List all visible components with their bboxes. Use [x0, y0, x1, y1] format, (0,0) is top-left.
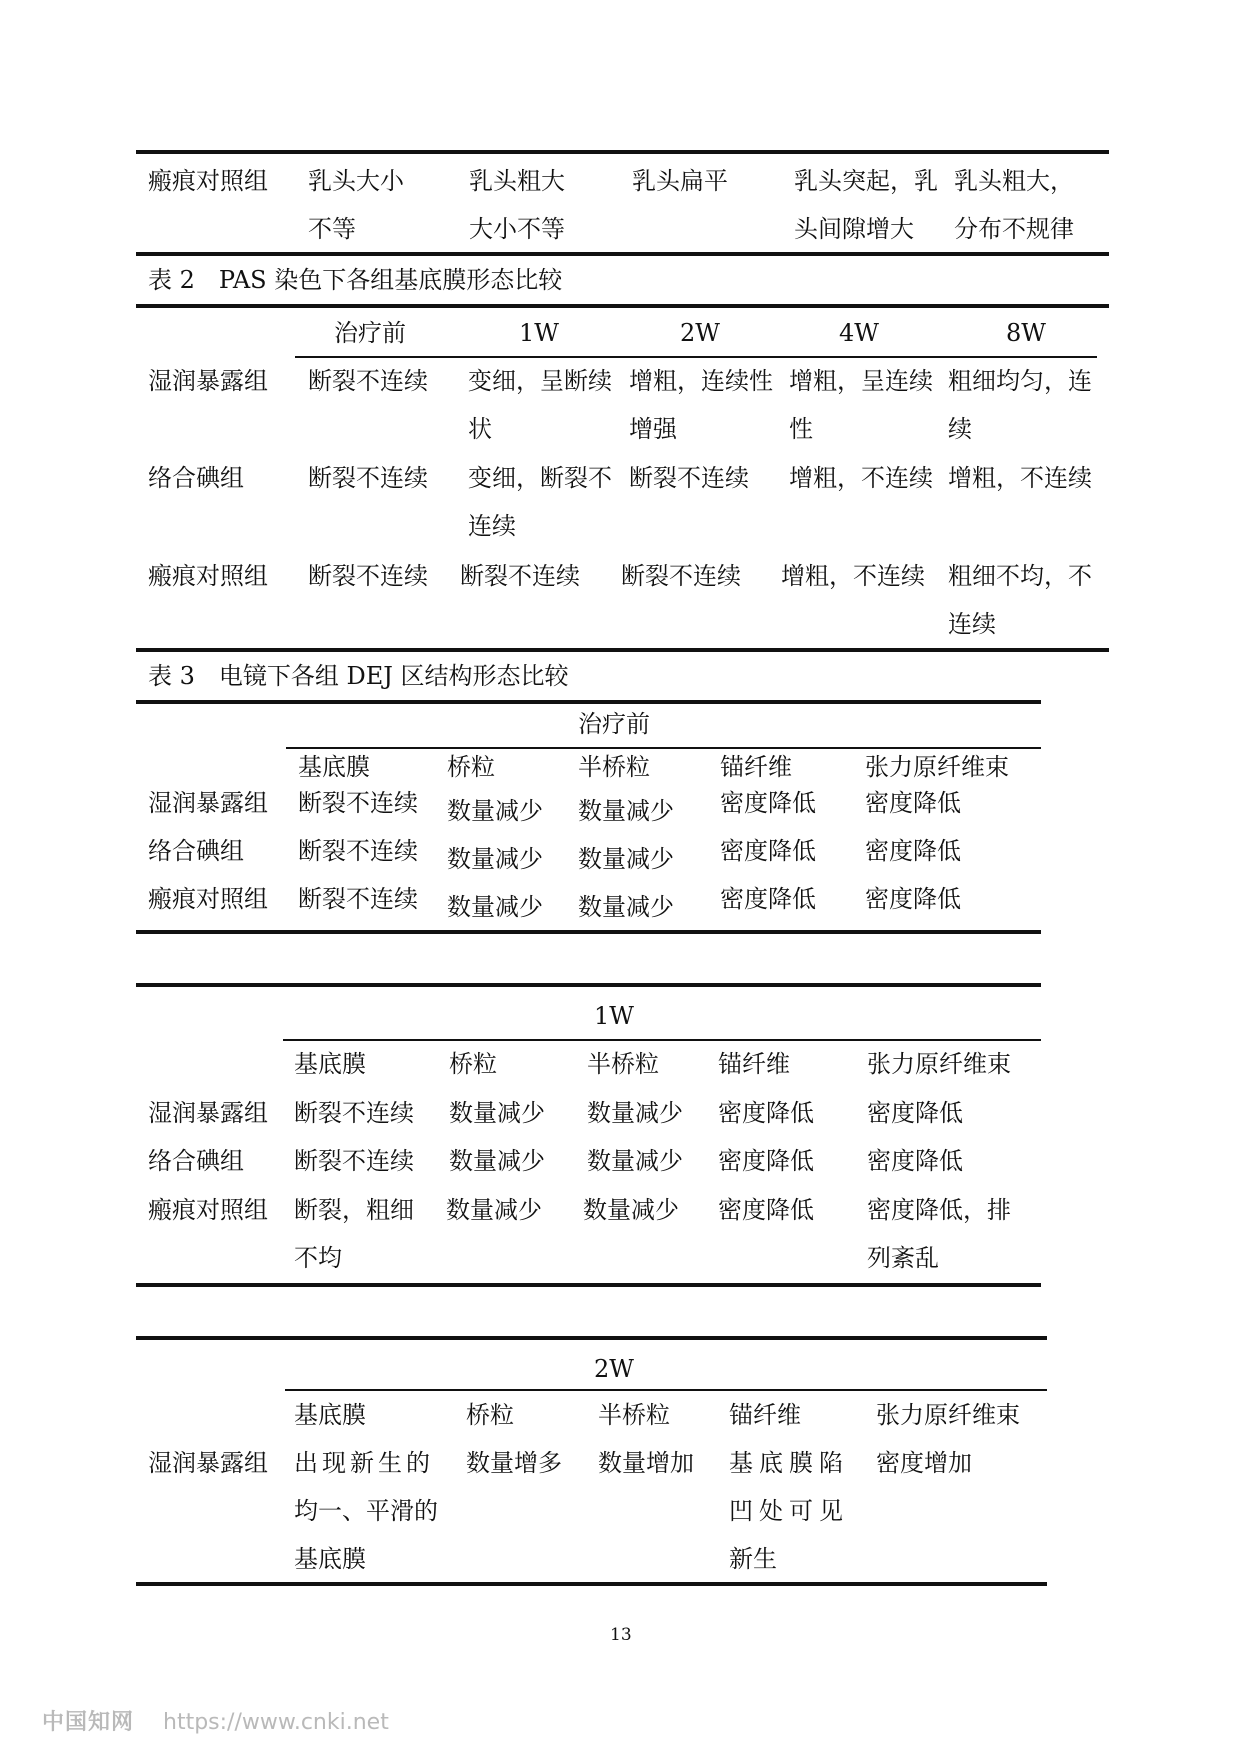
table2-cell: 增粗，连续性	[629, 367, 773, 395]
table3-cell: 断裂不连续	[298, 789, 418, 817]
page-number: 13	[610, 1625, 632, 1645]
table3-cell: 密度降低	[720, 837, 816, 865]
table3-cell: 数量减少	[587, 1147, 683, 1175]
table3-cell: 数量减少	[449, 1147, 545, 1175]
table3-row-label: 湿润暴露组	[148, 1449, 268, 1477]
table2-header-cell: 1W	[519, 319, 559, 347]
table2-cell: 增粗，不连续	[789, 464, 933, 492]
table3-block-top-rule	[136, 983, 1041, 987]
table3-row-label: 瘢痕对照组	[148, 1196, 268, 1224]
table3-cell: 数量减少	[447, 893, 543, 921]
table3-row-label: 湿润暴露组	[148, 1099, 268, 1127]
table3-cell: 不均	[294, 1244, 342, 1272]
table3-row-label: 瘢痕对照组	[148, 885, 268, 913]
table2-header-cell: 2W	[680, 319, 720, 347]
table3-header-cell: 锚纤维	[718, 1050, 790, 1078]
table1-cell: 乳头粗大，	[954, 167, 1074, 195]
table2-cell: 断裂不连续	[629, 464, 749, 492]
table3-cell: 基底膜	[294, 1545, 366, 1573]
cnki-watermark	[42, 1708, 389, 1738]
table2-cell: 状	[468, 415, 492, 443]
table3-block-header-rule	[286, 747, 1041, 749]
table2-cell: 断裂不连续	[308, 562, 428, 590]
table3-cell: 数量减少	[578, 893, 674, 921]
table2-caption: 表 2 PAS 染色下各组基底膜形态比较	[148, 266, 563, 294]
table3-header-cell: 锚纤维	[720, 753, 792, 781]
table3-cell: 密度降低，排	[867, 1196, 1011, 1224]
table2-row-label: 瘢痕对照组	[148, 562, 268, 590]
table3-cell: 密度降低	[718, 1196, 814, 1224]
table3-cell: 密度降低	[865, 789, 961, 817]
table2-cell: 续	[948, 415, 972, 443]
table2-cell: 断裂不连续	[621, 562, 741, 590]
table3-cell: 密度降低	[867, 1147, 963, 1175]
table1-cell: 乳头扁平	[632, 167, 728, 195]
table3-cell: 密度降低	[867, 1099, 963, 1127]
table3-block-top-rule	[136, 700, 1041, 704]
table3-block-top-rule	[136, 1336, 1047, 1340]
table3-cell: 数量减少	[446, 1196, 542, 1224]
table2-cell: 断裂不连续	[460, 562, 580, 590]
table3-cell: 断裂不连续	[298, 837, 418, 865]
table3-cell: 基底膜陷	[729, 1449, 849, 1477]
table1-cell: 乳头突起，乳	[794, 167, 938, 195]
table1-row-label: 瘢痕对照组	[148, 167, 268, 195]
table3-block-bottom-rule	[136, 1283, 1041, 1287]
table3-header-cell: 基底膜	[294, 1401, 366, 1429]
table2-cell: 性	[789, 415, 813, 443]
table3-block-header-rule	[285, 1389, 1047, 1391]
table3-header-cell: 半桥粒	[587, 1050, 659, 1078]
table3-cell: 断裂不连续	[294, 1147, 414, 1175]
table3-block-header-rule	[283, 1039, 1041, 1041]
table1-cell: 大小不等	[469, 215, 565, 243]
table1-top-rule	[136, 150, 1109, 154]
table3-header-cell: 半桥粒	[598, 1401, 670, 1429]
table3-cell: 密度降低	[720, 885, 816, 913]
table2-header-cell: 8W	[1006, 319, 1046, 347]
table3-header-cell: 基底膜	[294, 1050, 366, 1078]
table3-cell: 数量减少	[447, 845, 543, 873]
table2-cell: 连续	[468, 512, 516, 540]
table2-cell: 变细，断裂不	[468, 464, 612, 492]
table3-cell: 新生	[729, 1545, 777, 1573]
table3-block-title: 2W	[594, 1355, 634, 1383]
table3-cell: 密度降低	[718, 1099, 814, 1127]
table2-header-cell: 治疗前	[334, 319, 406, 347]
table3-row-label: 络合碘组	[148, 1147, 244, 1175]
table2-cell: 断裂不连续	[308, 464, 428, 492]
table3-cell: 断裂不连续	[294, 1099, 414, 1127]
table2-cell: 连续	[948, 610, 996, 638]
table3-cell: 数量减少	[447, 797, 543, 825]
table3-caption: 表 3 电镜下各组 DEJ 区结构形态比较	[148, 662, 569, 690]
cnki-url[interactable]: https://www.cnki.net	[163, 1710, 389, 1735]
table3-header-cell: 基底膜	[298, 753, 370, 781]
table2-cell: 增强	[629, 415, 677, 443]
table2-header-rule	[295, 356, 1097, 358]
table3-block-bottom-rule	[136, 1582, 1047, 1586]
table3-header-cell: 张力原纤维束	[865, 753, 1009, 781]
table2-row-label: 湿润暴露组	[148, 367, 268, 395]
table2-cell: 增粗，不连续	[948, 464, 1092, 492]
table1-bottom-rule	[136, 252, 1109, 256]
table3-cell: 数量减少	[587, 1099, 683, 1127]
table2-cell: 增粗，不连续	[781, 562, 925, 590]
table2-cell: 断裂不连续	[308, 367, 428, 395]
table3-header-cell: 桥粒	[466, 1401, 514, 1429]
table3-header-cell: 锚纤维	[729, 1401, 801, 1429]
table3-block-bottom-rule	[136, 930, 1041, 934]
table2-header-cell: 4W	[839, 319, 879, 347]
table3-cell: 密度降低	[720, 789, 816, 817]
table3-cell: 密度降低	[865, 837, 961, 865]
table3-row-label: 湿润暴露组	[148, 789, 268, 817]
table3-cell: 数量增多	[466, 1449, 562, 1477]
table3-block-title: 治疗前	[578, 710, 650, 738]
table3-cell: 密度降低	[865, 885, 961, 913]
cnki-logo: 中国知网	[42, 1710, 135, 1735]
table3-cell: 数量减少	[449, 1099, 545, 1127]
table2-cell: 增粗，呈连续	[789, 367, 933, 395]
table2-top-rule	[136, 304, 1109, 308]
table3-header-cell: 桥粒	[449, 1050, 497, 1078]
table2-bottom-rule	[136, 648, 1109, 652]
table2-cell: 变细，呈断续	[468, 367, 612, 395]
table3-cell: 断裂不连续	[298, 885, 418, 913]
table3-cell: 均一、平滑的	[294, 1497, 438, 1525]
table3-cell: 凹处可见	[729, 1497, 849, 1525]
table1-cell: 乳头粗大	[469, 167, 565, 195]
table3-block-title: 1W	[594, 1002, 634, 1030]
table3-cell: 数量减少	[583, 1196, 679, 1224]
table2-cell: 粗细不均，不	[948, 562, 1092, 590]
table3-row-label: 络合碘组	[148, 837, 244, 865]
table3-cell: 数量增加	[598, 1449, 694, 1477]
table3-header-cell: 半桥粒	[578, 753, 650, 781]
table3-cell: 列紊乱	[867, 1244, 939, 1272]
table1-cell: 不等	[308, 215, 356, 243]
table3-cell: 数量减少	[578, 845, 674, 873]
table3-header-cell: 张力原纤维束	[867, 1050, 1011, 1078]
table1-cell: 乳头大小	[308, 167, 404, 195]
table1-cell: 分布不规律	[954, 215, 1074, 243]
table3-header-cell: 张力原纤维束	[876, 1401, 1020, 1429]
table3-cell: 密度降低	[718, 1147, 814, 1175]
table3-header-cell: 桥粒	[447, 753, 495, 781]
table2-cell: 粗细均匀，连	[948, 367, 1092, 395]
table1-cell: 头间隙增大	[794, 215, 914, 243]
table3-cell: 密度增加	[876, 1449, 972, 1477]
table3-cell: 出现新生的	[294, 1449, 434, 1477]
table3-cell: 断裂，粗细	[294, 1196, 414, 1224]
table3-cell: 数量减少	[578, 797, 674, 825]
table2-row-label: 络合碘组	[148, 464, 244, 492]
